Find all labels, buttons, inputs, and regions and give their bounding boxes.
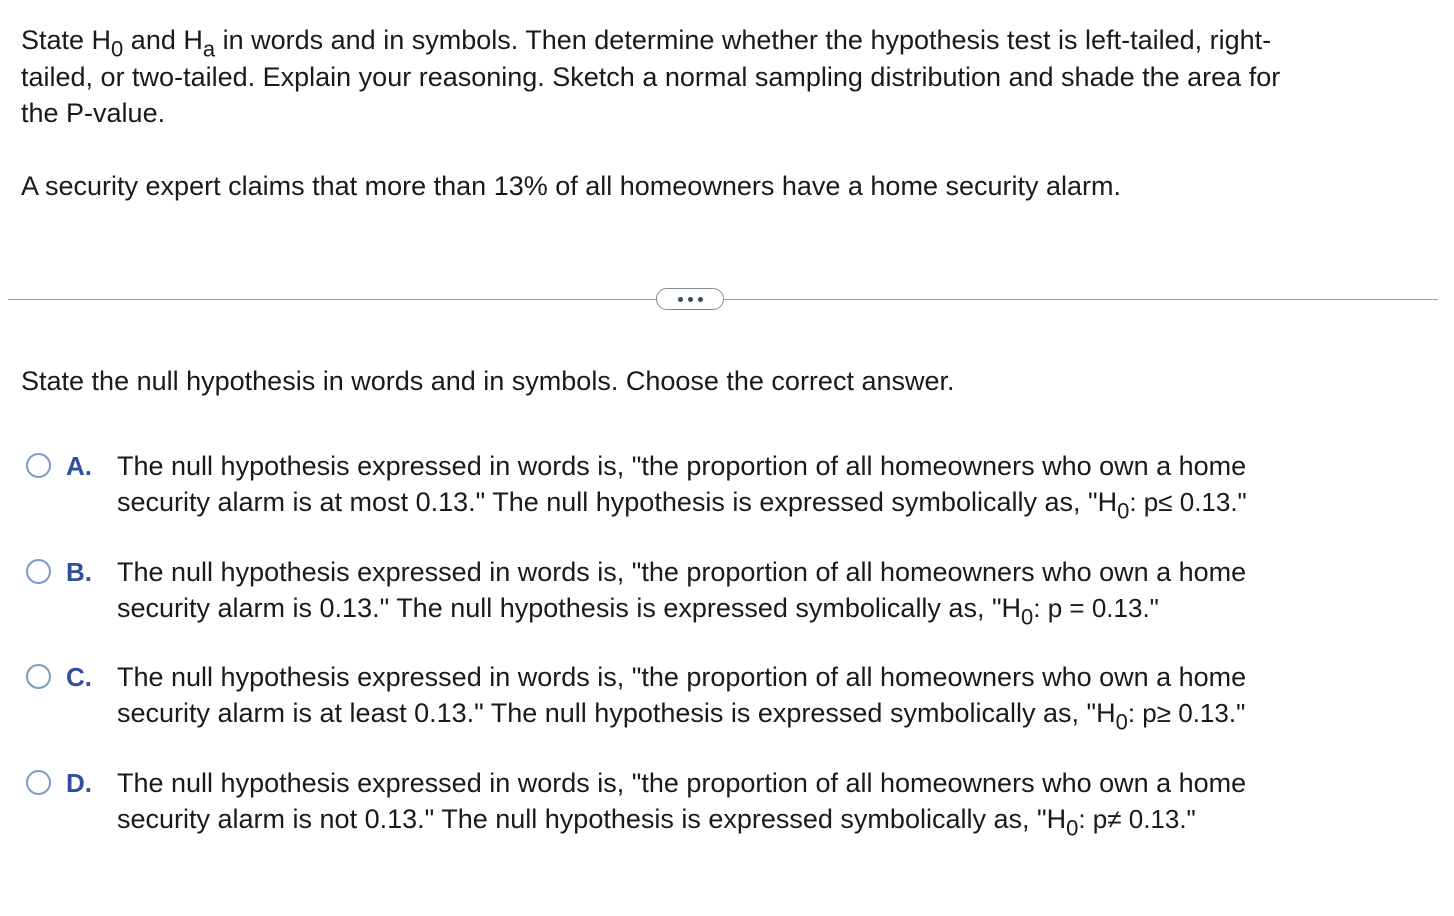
- option-d-line-1: The null hypothesis expressed in words is, "the proportion of all homeowners who own a home: [117, 768, 1247, 798]
- option-c-symbol-text: : p≥ 0.13.": [1127, 698, 1246, 728]
- radio-button-c[interactable]: [26, 664, 51, 689]
- option-b-line-2: [117, 590, 1246, 630]
- option-d-line-2: [117, 801, 1246, 841]
- option-b-line-1: The null hypothesis expressed in words is, "the proportion of all homeowners who own a home: [117, 557, 1247, 587]
- option-d-line-2-pre: security alarm is not 0.13." The null hypothesis is expressed symbolically as, "H: [117, 804, 1067, 834]
- option-text-c: [117, 659, 1247, 735]
- ellipsis-icon-dot-2: [688, 297, 693, 302]
- option-a-subscript: 0: [1117, 498, 1130, 524]
- instructions-line-2: tailed, or two-tailed. Explain your reasoning. Sketch a normal sampling distribution and shade the area for: [21, 62, 1281, 92]
- ellipsis-icon: [678, 297, 683, 302]
- h0-subscript: 0: [111, 36, 124, 62]
- option-a-line-1: The null hypothesis expressed in words is, "the proportion of all homeowners who own a home: [117, 451, 1247, 481]
- radio-button-a[interactable]: [26, 453, 51, 478]
- instructions-line-3: the P-value.: [21, 98, 166, 128]
- option-letter-c: C.: [66, 662, 92, 692]
- option-b-line-2-pre: security alarm is 0.13." The null hypothesis is expressed symbolically as, "H: [117, 593, 1022, 623]
- radio-button-d[interactable]: [26, 770, 51, 795]
- instructions-state-text: State H: [21, 25, 112, 55]
- option-d-symbol-text: : p≠ 0.13.": [1078, 804, 1196, 834]
- answer-option-a[interactable]: [23, 448, 1433, 528]
- option-a-line-2-pre: security alarm is at most 0.13." The null hypothesis is expressed symbolically as, "H: [117, 487, 1118, 517]
- option-a-line-2: [117, 484, 1247, 524]
- option-text-d: [117, 765, 1247, 841]
- answer-option-d[interactable]: [23, 765, 1433, 845]
- instructions-line-1-rest: in words and in symbols. Then determine whether the hypothesis test is left-tailed, right-: [215, 25, 1272, 55]
- option-text-b: [117, 554, 1247, 630]
- option-c-subscript: 0: [1115, 709, 1128, 735]
- option-c-line-2: [117, 695, 1246, 735]
- option-letter-a: A.: [66, 451, 92, 481]
- option-d-subscript: 0: [1066, 815, 1079, 841]
- instructions-and-text: and H: [123, 25, 203, 55]
- instructions-line-1: [21, 20, 1411, 60]
- option-a-symbol-text: : p≤ 0.13.": [1129, 487, 1247, 517]
- question-prompt: State the null hypothesis in words and in symbols. Choose the correct answer.: [21, 366, 955, 396]
- instructions: [21, 20, 1411, 133]
- radio-button-b[interactable]: [26, 559, 51, 584]
- option-letter-d: D.: [66, 768, 92, 798]
- option-b-symbol-text: : p = 0.13.": [1033, 593, 1159, 623]
- option-text-a: [117, 448, 1247, 524]
- answer-option-b[interactable]: [23, 554, 1433, 634]
- show-more-button[interactable]: [656, 288, 724, 310]
- option-c-line-1: The null hypothesis expressed in words is, "the proportion of all homeowners who own a home: [117, 662, 1247, 692]
- answer-option-c[interactable]: [23, 659, 1433, 739]
- claim-text: A security expert claims that more than 13% of all homeowners have a home security alarm.: [21, 171, 1121, 201]
- option-c-line-2-pre: security alarm is at least 0.13." The null hypothesis is expressed symbolically as, "H: [117, 698, 1116, 728]
- ellipsis-icon-dot-3: [698, 297, 703, 302]
- ha-subscript: a: [202, 36, 216, 62]
- option-b-subscript: 0: [1021, 604, 1034, 630]
- option-letter-b: B.: [66, 557, 92, 587]
